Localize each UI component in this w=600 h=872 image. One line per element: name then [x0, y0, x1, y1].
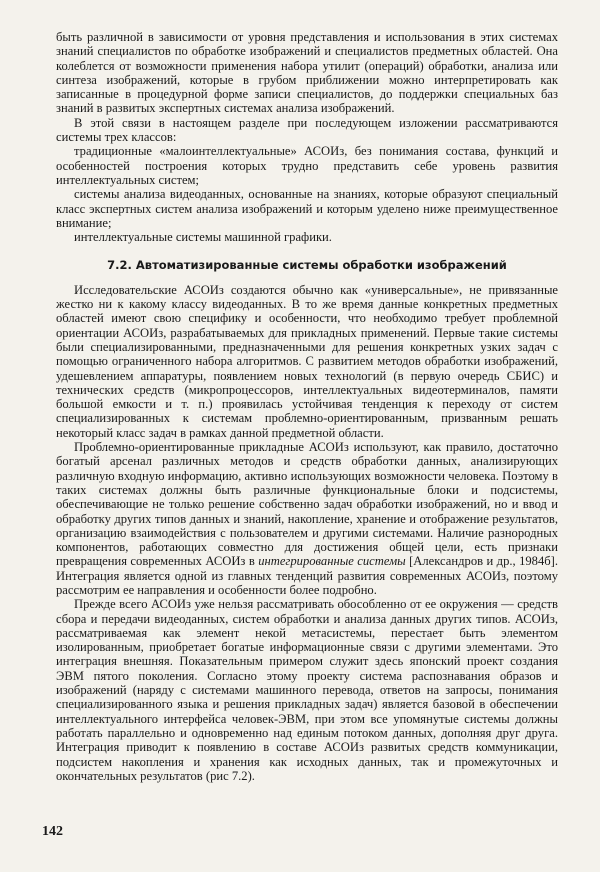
continued-paragraph: быть различной в зависимости от уровня представления и использования в этих системах знаний специалистов по обработке изображений и специалистов предметных областей. Она колеблется от возможности применения набора утилит (операций) обработки, анализа или синтеза изображений, которые в грубом приближении можно интерпретировать как записанные в процедурной форме записи специалистов, до поддержки специальных баз знаний в развитых экспертных системах анализа изображений.: [56, 30, 558, 116]
italic-term: интегрированные системы: [258, 554, 406, 569]
paragraph-2-start: Проблемно-ориентированные прикладные АСОИз используют, как правило, достаточно богатый арсенал различных методов и средств обработки данных, анализирующих различную входную информацию, активно использующих возможности человека. Поэтому в таких системах должны быть различные функциональные блоки и подсистемы, обеспечивающие не только решение собственно задач обработки изображений, но и ввод и обработку других типов данных и знаний, накопление, хранение и отображение результатов, организацию взаимодействия с пользователем и другими системами. Наличие разнородных компонентов, работающих совместно для достижения общей цели, есть признаки превращения современных АСОИз в: [56, 440, 558, 569]
paragraph-research-systems: Исследовательские АСОИз создаются обычно как «универсальные», не привязанные жестко ни к какому классу видеоданных. В то же время данные конкретных предметных областей имеют свою специфику и особенности, что необходимо требует проблемной ориентации АСОИз, разрабатываемых для прикладных применений. Первые такие системы были специализированными, предназначенными для решения конкретных узких задач с помощью ограниченного набора алгоритмов. С развитием методов обработки изображений, удешевлением аппаратуры, появлением новых технологий (в первую очередь СБИС) и технических средств (микропроцессоров, интеллектуальных видеотерминалов, памяти большой емкости и т. п.) проявилась устойчивая тенденция к переходу от систем специализированных к системам проблемно-ориентированным, призванным решать некоторый класс задач в рамках данной предметной области.: [56, 282, 558, 440]
page-number: 142: [42, 824, 63, 839]
paragraph-2-end: [Александров и др., 1984б]. Интеграция является одной из главных тенденций развития современных АСОИз, поэтому рассмотрим ее направления и особенности более подробно.: [56, 554, 559, 597]
section-heading: 7.2. Автоматизированные системы обработки изображений: [107, 258, 507, 273]
class-item-3: интеллектуальные системы машинной графики.: [74, 230, 332, 245]
paragraph-problem-oriented: [56, 440, 558, 597]
intro-paragraph: В этой связи в настоящем разделе при последующем изложении рассматриваются системы трех классов:: [56, 115, 558, 145]
page-text: [56, 30, 558, 783]
class-item-1: традиционные «малоинтеллектуальные» АСОИз, без понимания состава, функций и особенностей построения которых трудно представить себе уровень развития интеллектуальных систем;: [56, 144, 558, 187]
class-item-2: системы анализа видеоданных, основанные на знаниях, которые образуют специальный класс экспертных систем анализа изображений и которым уделено ниже преимущественное внимание;: [56, 187, 558, 230]
paragraph-integration: Прежде всего АСОИз уже нельзя рассматривать обособленно от ее окружения — средств сбора и передачи видеоданных, систем обработки и анализа данных других типов. АСОИз, рассматриваемая как элемент некой метасистемы, перестает быть элементом изолированным, приобретает богатые информационные связи с другими элементами. Это интеграция внешняя. Показательным примером служит здесь японский проект создания ЭВМ пятого поколения. Согласно этому проекту система распознавания образов и изображений (наряду с системами машинного перевода, ответов на запросы, понимания специализированного языка и решения прикладных задач) является базовой в обеспечении интеллектуального интерфейса человек-ЭВМ, при этом все упомянутые системы должны работать параллельно и одновременно над единым потоком данных, дополняя друг друга. Интеграция приводит к появлению в составе АСОИз развитых средств коммуникации, подсистем накопления и хранения как исходных данных, так и промежуточных и окончательных результатов (рис 7.2).: [56, 597, 558, 783]
